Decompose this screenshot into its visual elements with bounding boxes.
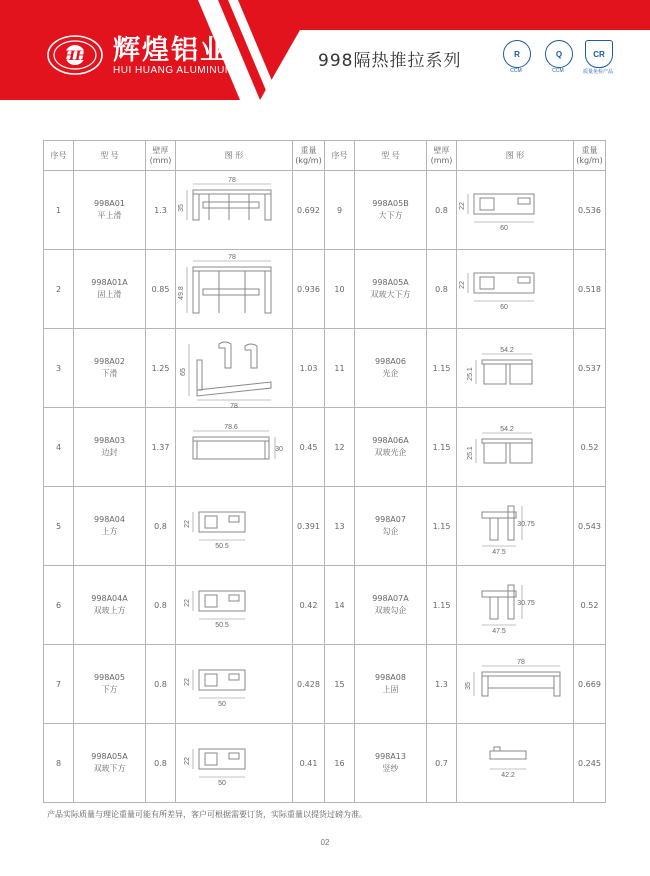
cell-thickness: 1.15 [427,329,457,408]
header-figure: 图 形 [176,141,293,171]
cell-no: 12 [325,408,355,487]
quality-shield-icon: CR [585,40,613,68]
dimension-width: 50 [218,701,226,708]
cell-weight: 0.692 [293,171,325,250]
model-code: 998A13 [375,752,406,761]
dimension-width: 54.2 [500,426,514,433]
cell-figure [457,408,574,487]
profile-drawing [460,725,570,801]
dimension-height: 22 [459,202,466,210]
cell-thickness: 0.8 [146,724,176,803]
header-model: 型 号 [74,141,146,171]
model-name: 双玻大下方 [370,290,411,299]
cell-model [74,724,146,803]
dimension-height: 22 [184,520,191,528]
profile-drawing [460,172,570,248]
cell-thickness: 0.8 [146,487,176,566]
cell-weight: 0.52 [574,566,606,645]
dimension-width: 78 [228,177,236,184]
cell-model [74,250,146,329]
cell-no: 4 [44,408,74,487]
model-code: 998A08 [375,673,406,682]
dimension-width: 50.5 [215,622,229,629]
dimension-width: 47.5 [492,628,506,635]
table-row [44,645,606,724]
cell-figure [457,645,574,724]
cell-no: 15 [325,645,355,724]
header-weight: 重量(kg/m) [293,141,325,171]
cell-figure [176,566,293,645]
footnote: 产品实际质量与理论重量可能有所差异，客户可根据需要订货，实际重量以提货过磅为准。 [47,810,367,819]
cell-no: 3 [44,329,74,408]
cell-figure [176,329,293,408]
cell-figure [176,645,293,724]
header-thickness: 壁厚(mm) [427,141,457,171]
header-figure: 图 形 [457,141,574,171]
cert-r-icon: R [503,40,531,68]
cell-no: 14 [325,566,355,645]
dimension-height: 25.1 [467,446,474,460]
dimension-width: 50.5 [215,543,229,550]
model-code: 998A06A [372,436,409,445]
cell-model [355,487,427,566]
table-row [44,566,606,645]
cell-weight: 0.936 [293,250,325,329]
model-name: 光企 [382,369,399,378]
quality-shield-tag: 质量免检产品 [583,69,614,75]
cell-thickness: 1.3 [427,645,457,724]
cell-figure [457,329,574,408]
profile-spec-table [43,140,606,803]
dimension-height: 30.75 [517,521,535,528]
model-name: 双玻光企 [374,448,407,457]
cell-figure [176,724,293,803]
cell-figure [457,487,574,566]
model-name: 双玻勾企 [374,606,407,615]
svg-text:HH: HH [62,49,88,64]
model-name: 固上滑 [97,290,122,299]
cell-model [355,171,427,250]
dimension-height: 22 [459,281,466,289]
cell-thickness: 0.7 [427,724,457,803]
dimension-height: 25.1 [467,367,474,381]
cell-model [355,645,427,724]
dimension-height: 65 [180,368,187,376]
header-model: 型 号 [355,141,427,171]
cell-thickness: 1.15 [427,566,457,645]
dimension-width: 78 [230,403,238,410]
model-code: 998A06 [375,357,406,366]
profile-drawing [179,409,289,485]
profile-drawing [179,725,289,801]
cell-figure [176,487,293,566]
cell-figure [176,250,293,329]
cell-no: 6 [44,566,74,645]
table-row [44,171,606,250]
table-row [44,487,606,566]
cell-thickness: 1.25 [146,329,176,408]
cell-no: 13 [325,487,355,566]
profile-drawing [460,488,570,564]
cell-no: 10 [325,250,355,329]
cell-weight: 0.391 [293,487,325,566]
cell-figure [457,171,574,250]
model-name: 下方 [101,685,118,694]
profile-drawing [179,172,289,248]
table-header-row [44,141,606,171]
profile-drawing [179,646,289,722]
cell-thickness: 1.37 [146,408,176,487]
table-row [44,250,606,329]
cell-weight: 0.42 [293,566,325,645]
dimension-height: 22 [184,757,191,765]
header-no: 序号 [325,141,355,171]
dimension-width: 78.6 [224,424,238,431]
profile-drawing [460,646,570,722]
cell-no: 5 [44,487,74,566]
model-name: 上方 [101,527,118,536]
dimension-width: 54.2 [500,347,514,354]
dimension-width: 78 [517,659,525,666]
profile-drawing [179,567,289,643]
cell-model [355,250,427,329]
profile-drawing [460,330,570,406]
cell-thickness: 0.8 [427,171,457,250]
model-code: 998A07A [372,594,409,603]
dimension-height: 22 [184,678,191,686]
dimension-width: 42.2 [501,772,515,779]
cell-thickness: 0.8 [146,645,176,724]
model-code: 998A05A [372,278,409,287]
cell-model [74,171,146,250]
header-weight: 重量(kg/m) [574,141,606,171]
model-name: 边封 [101,448,118,457]
model-code: 998A02 [94,357,125,366]
dimension-height: 22 [184,599,191,607]
cell-model [74,408,146,487]
table-row [44,329,606,408]
cell-weight: 0.669 [574,645,606,724]
cell-weight: 0.536 [574,171,606,250]
page-title: 998隔热推拉系列 [318,51,462,71]
model-name: 双玻上方 [93,606,126,615]
dimension-width: 47.5 [492,549,506,556]
cell-no: 2 [44,250,74,329]
model-code: 998A07 [375,515,406,524]
profile-drawing [460,567,570,643]
dimension-height: 35 [178,204,185,212]
cell-no: 16 [325,724,355,803]
profile-drawing [179,251,289,327]
dimension-height: 49.8 [178,286,185,300]
model-code: 998A01A [91,278,128,287]
header-no: 序号 [44,141,74,171]
model-name: 大下方 [378,211,403,220]
dimension-width: 50 [218,780,226,787]
cell-no: 1 [44,171,74,250]
brand-name-cn: 辉煌铝业 [113,35,229,66]
profile-drawing [179,488,289,564]
cell-model [355,566,427,645]
cell-weight: 0.537 [574,329,606,408]
cell-weight: 1.03 [293,329,325,408]
model-code: 998A03 [94,436,125,445]
cell-model [74,487,146,566]
cert-r-tag: CCM [510,68,522,74]
cell-model [355,724,427,803]
cell-no: 7 [44,645,74,724]
cell-thickness: 1.15 [427,487,457,566]
cert-q-tag: CCM [552,68,564,74]
cell-thickness: 0.85 [146,250,176,329]
table-row [44,408,606,487]
cell-thickness: 1.15 [427,408,457,487]
cell-weight: 0.428 [293,645,325,724]
cell-weight: 0.45 [293,408,325,487]
cell-figure [457,566,574,645]
model-name: 平上滑 [97,211,122,220]
brand-name-en: HUI HUANG ALUMINUM [113,65,234,76]
cell-figure [457,250,574,329]
table-row [44,724,606,803]
cell-thickness: 0.8 [146,566,176,645]
cell-model [74,566,146,645]
cell-model [74,329,146,408]
dimension-height: 30.75 [517,600,535,607]
cell-weight: 0.245 [574,724,606,803]
profile-drawing [179,330,289,410]
model-name: 上固 [382,685,399,694]
cell-no: 9 [325,171,355,250]
model-name: 双玻下方 [93,764,126,773]
profile-drawing [460,251,570,327]
model-code: 998A04 [94,515,125,524]
cell-model [74,645,146,724]
brand-logo-emblem [46,33,104,77]
model-name: 下滑 [101,369,118,378]
dimension-width: 78 [228,254,236,261]
dimension-height: 30 [275,446,283,453]
dimension-width: 60 [500,225,508,232]
cell-weight: 0.41 [293,724,325,803]
model-code: 998A05A [91,752,128,761]
cell-figure [176,171,293,250]
dimension-height: 35 [465,682,472,690]
model-code: 998A01 [94,199,125,208]
cell-no: 8 [44,724,74,803]
profile-drawing [460,409,570,485]
cell-weight: 0.543 [574,487,606,566]
cell-thickness: 0.8 [427,250,457,329]
cell-thickness: 1.3 [146,171,176,250]
page-number: 02 [320,838,330,847]
cell-figure [176,408,293,487]
model-name: 勾企 [382,527,399,536]
cell-no: 11 [325,329,355,408]
cell-figure [457,724,574,803]
model-code: 998A04A [91,594,128,603]
model-name: 竖纱 [382,764,399,773]
header-thickness: 壁厚(mm) [146,141,176,171]
cell-model [355,408,427,487]
cell-model [355,329,427,408]
cell-weight: 0.518 [574,250,606,329]
model-code: 998A05B [372,199,409,208]
dimension-width: 60 [500,304,508,311]
model-code: 998A05 [94,673,125,682]
cell-weight: 0.52 [574,408,606,487]
cert-q-icon: Q [545,40,573,68]
